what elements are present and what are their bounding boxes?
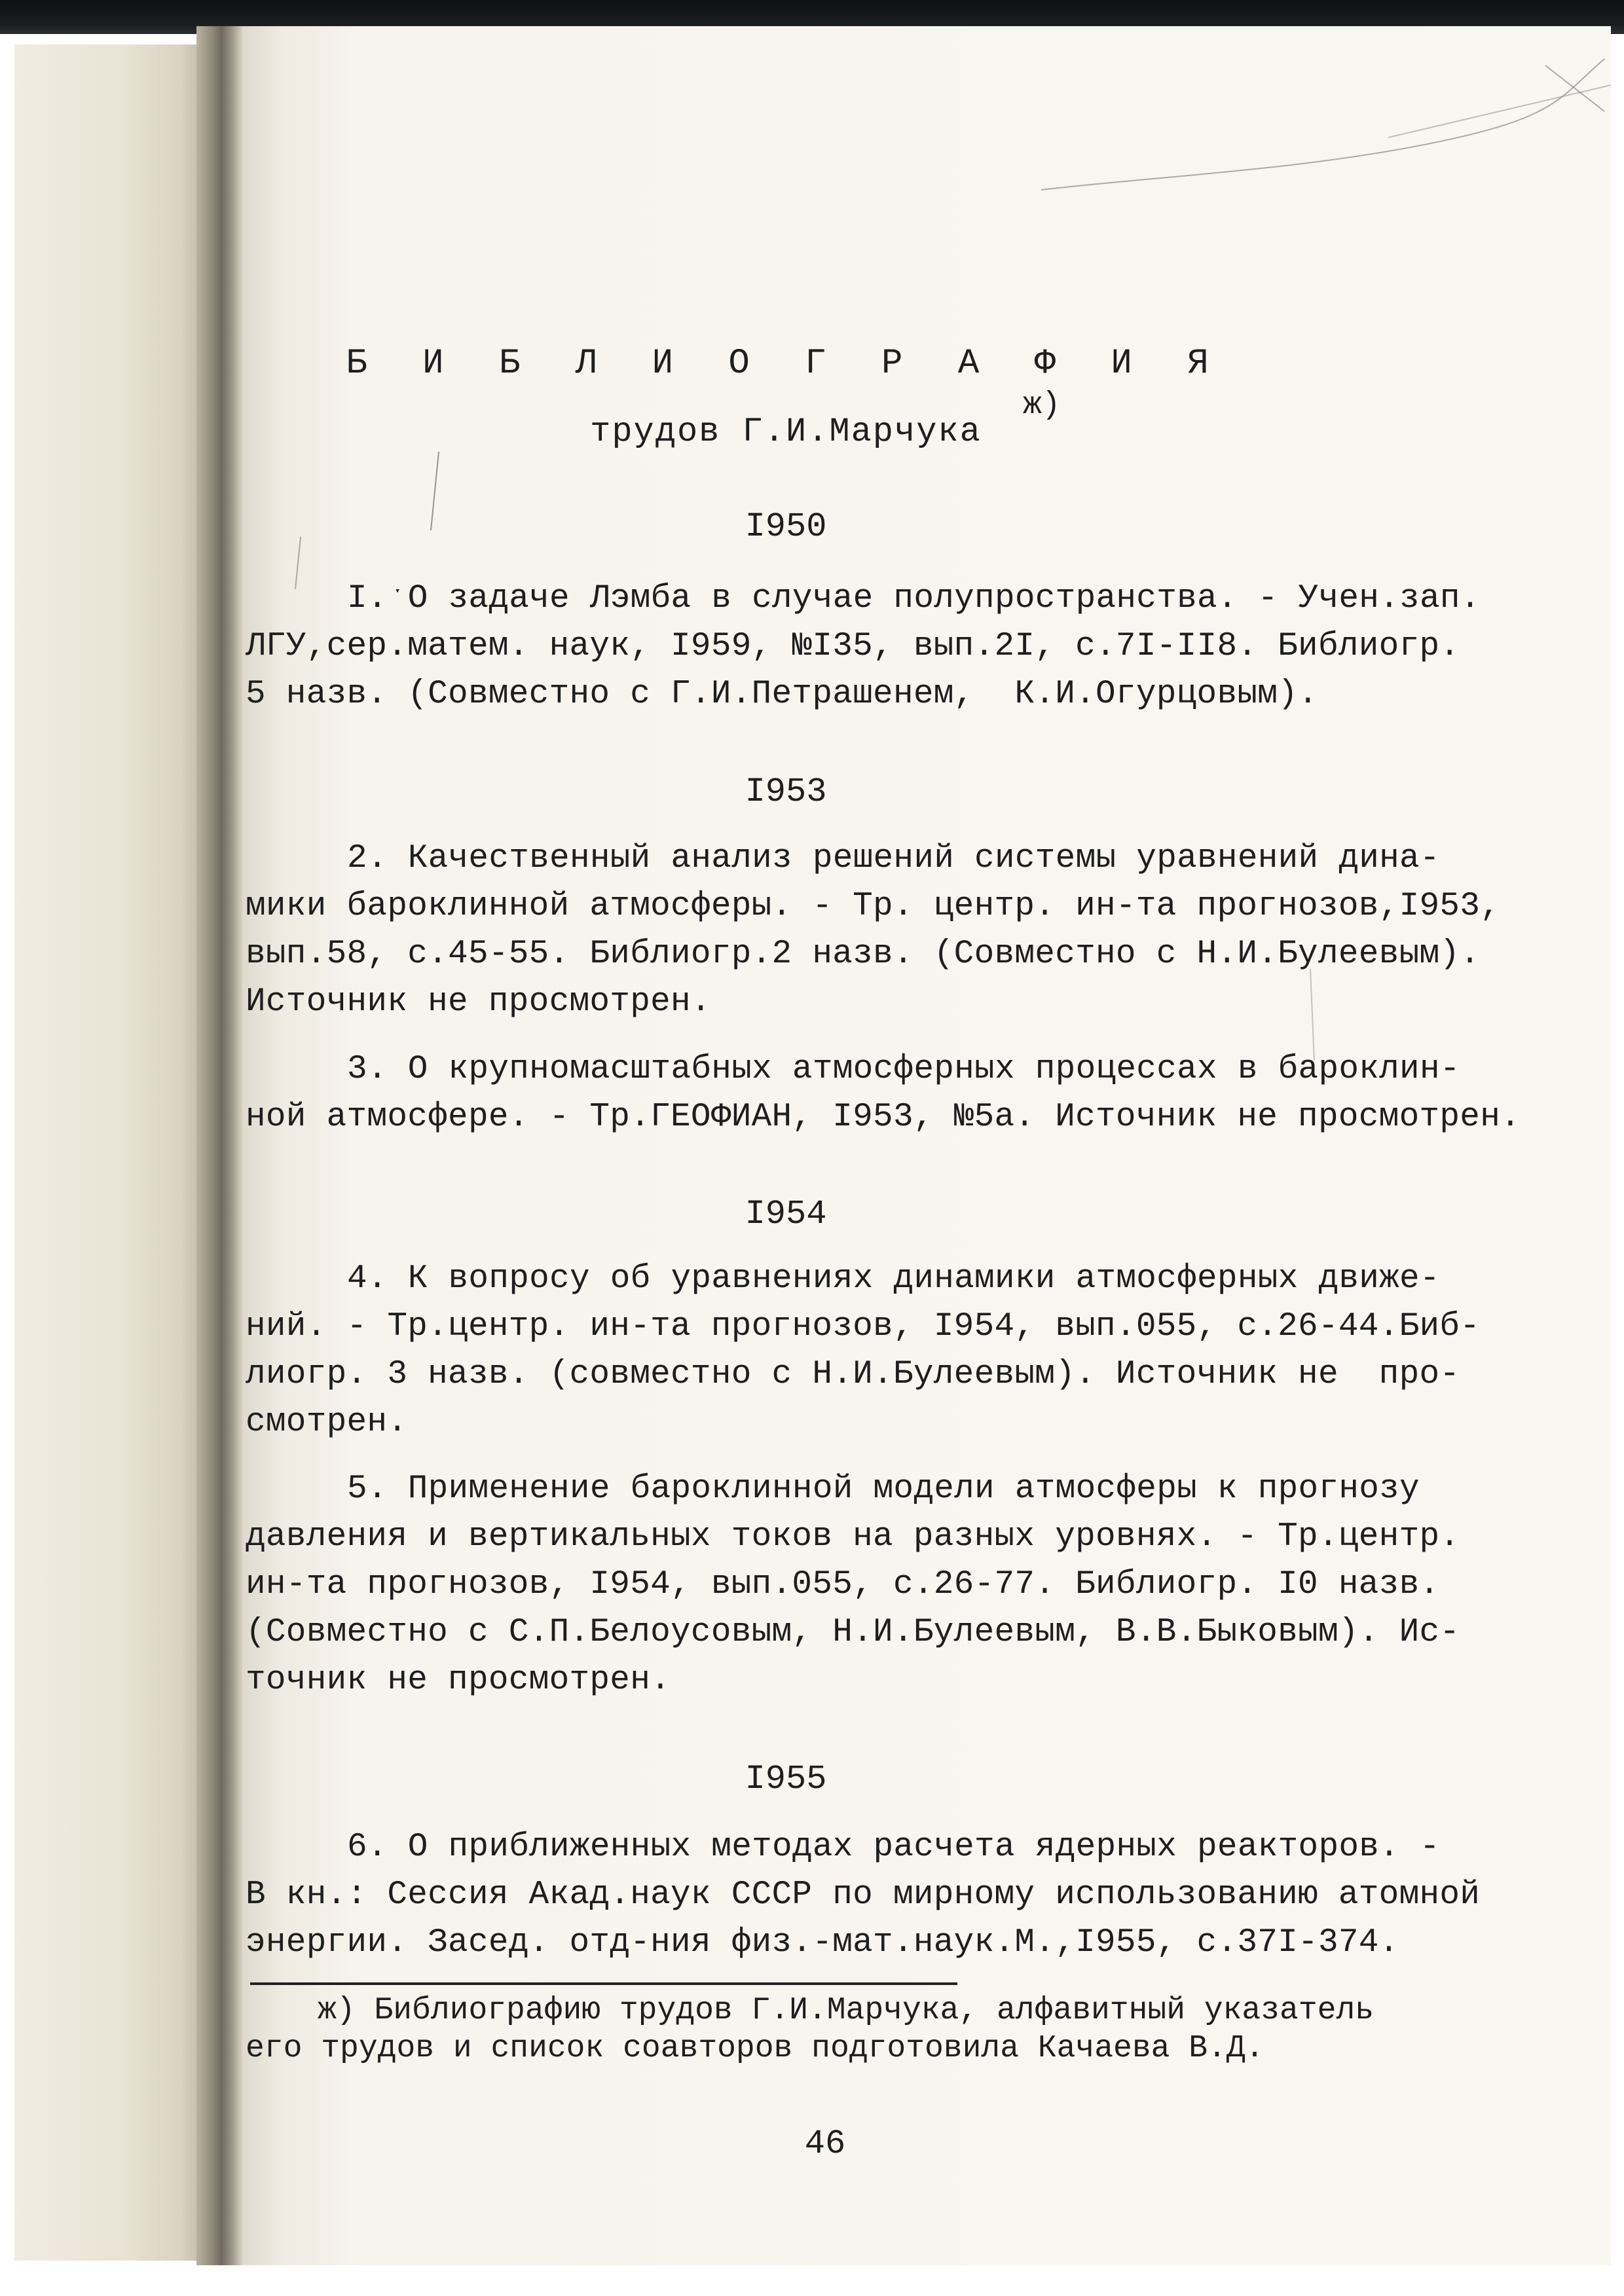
entry-line: 6. О приближенных методах расчета ядерных реакторов. - — [347, 1829, 1440, 1866]
book-gutter — [196, 26, 242, 2265]
year-heading: I950 — [745, 507, 827, 546]
bibliography-entry — [246, 1046, 1521, 1141]
footnote-divider — [250, 1982, 957, 1985]
entry-line: энергии. Засед. отд-ния физ.-мат.наук.М.,I955, с.37I-374. — [246, 1924, 1399, 1961]
footnote-line: ж) Библиографию трудов Г.И.Марчука, алфавитный указатель — [318, 1993, 1375, 2028]
entry-line: 2. Качественный анализ решений системы уравнений дина- — [347, 840, 1440, 877]
entry-line: ЛГУ,сер.матем. наук, I959, №I35, вып.2I, с.7I-II8. Библиогр. — [246, 628, 1460, 665]
footnote — [246, 1992, 1431, 2068]
footnote-line: его трудов и список соавторов подготовила Качаева В.Д. — [246, 2031, 1264, 2066]
entry-line: ний. - Тр.центр. ин-та прогнозов, I954, вып.055, с.26-44.Биб- — [246, 1308, 1481, 1345]
bibliography-entry — [246, 1465, 1460, 1704]
page-subtitle: трудов Г.И.Марчука — [590, 412, 982, 451]
entry-line: 4. К вопросу об уравнениях динамики атмосферных движе- — [347, 1260, 1440, 1298]
year-heading: I955 — [745, 1760, 827, 1798]
entry-line: 5. Применение бароклинной модели атмосферы к прогнозу — [347, 1470, 1420, 1508]
pencil-marks — [1022, 46, 1611, 229]
entry-line: 5 назв. (Совместно с Г.И.Петрашенем, К.И.Огурцовым). — [246, 676, 1318, 713]
entry-line: Источник не просмотрен. — [246, 983, 711, 1021]
bibliography-entry — [246, 1255, 1481, 1446]
page-number: 46 — [804, 2124, 846, 2163]
entry-line: мики бароклинной атмосферы. - Тр. центр. ин-та прогнозов,I953, — [246, 888, 1501, 925]
entry-line: ной атмосфере. - Тр.ГЕОФИАН, I953, №5а. Источник не просмотрен. — [246, 1099, 1521, 1136]
bibliography-entry — [246, 835, 1501, 1026]
entry-line: лиогр. 3 назв. (совместно с Н.И.Булеевым). Источник не про- — [246, 1356, 1460, 1393]
bibliography-entry — [246, 1823, 1481, 1967]
entry-line: (Совместно с С.П.Белоусовым, Н.И.Булеевым, В.В.Быковым). Ис- — [246, 1614, 1460, 1651]
footnote-marker: ж) — [1023, 388, 1061, 423]
page-title: Б И Б Л И О Г Р А Ф И Я — [346, 344, 1226, 384]
entry-line: точник не просмотрен. — [246, 1662, 671, 1699]
entry-line: I.ˑО задаче Лэмба в случае полупространства. - Учен.зап. — [347, 580, 1481, 617]
entry-line: смотрен. — [246, 1404, 408, 1441]
entry-line: ин-та прогнозов, I954, вып.055, с.26-77. Библиогр. I0 назв. — [246, 1566, 1440, 1603]
year-heading: I953 — [745, 773, 827, 811]
entry-line: вып.58, с.45-55. Библиогр.2 назв. (Совместно с Н.И.Булеевым). — [246, 936, 1481, 973]
entry-line: В кн.: Сессия Акад.наук СССР по мирному использованию атомной — [246, 1876, 1481, 1914]
bibliography-entry — [246, 575, 1481, 718]
entry-line: 3. О крупномасштабных атмосферных процессах в бароклин- — [347, 1051, 1460, 1088]
year-heading: I954 — [745, 1195, 827, 1233]
entry-line: давления и вертикальных токов на разных уровнях. - Тр.центр. — [246, 1518, 1460, 1556]
left-page-edge — [14, 45, 211, 2261]
